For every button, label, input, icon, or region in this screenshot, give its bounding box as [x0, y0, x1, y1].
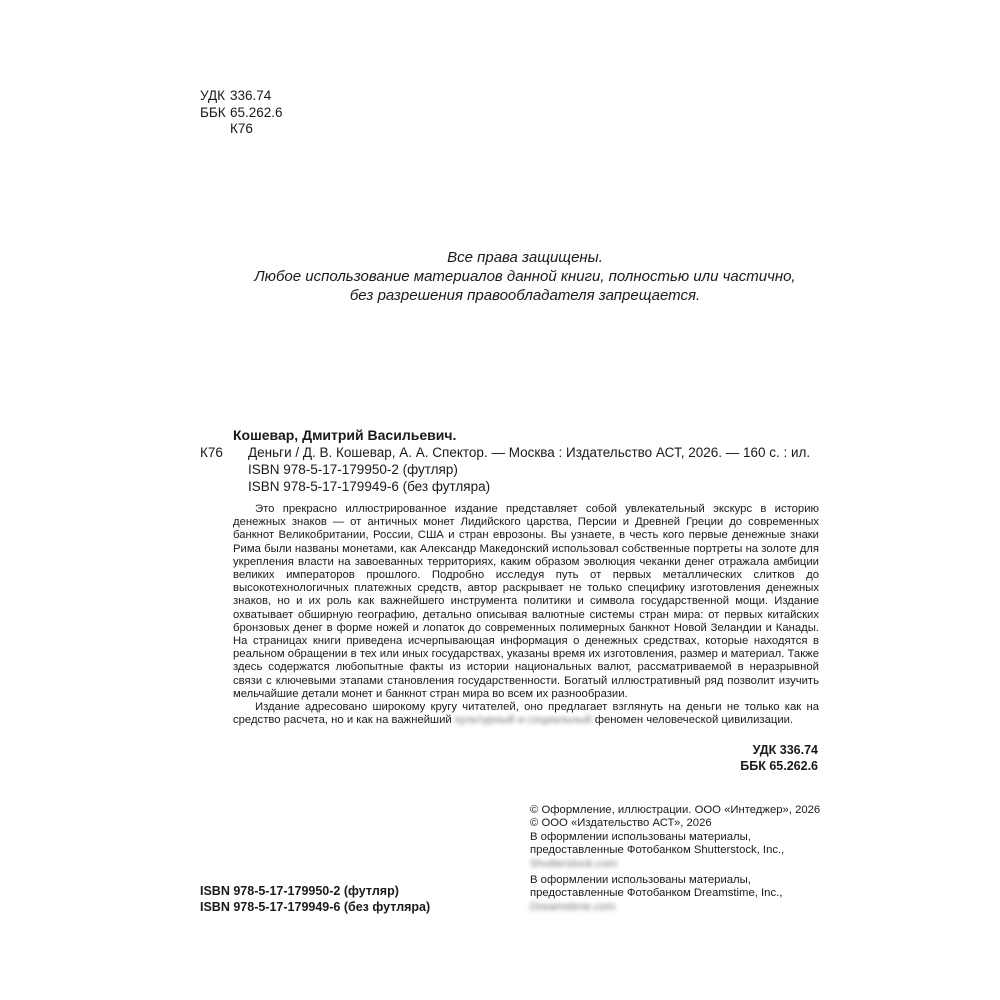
abstract-paragraph: [233, 701, 819, 727]
classification-codes: [200, 88, 283, 138]
code-label: УДК: [200, 88, 225, 103]
abstract-text: Издание адресовано широкому кругу читателей, оно предлагает взглянуть на деньги не только как на средство расчета, но и как на важнейший: [233, 701, 819, 727]
abstract-paragraph: Это прекрасно иллюстрированное издание представляет собой увлекательный экскурс в историю денежных знаков — от античных монет Лидийского царства, Персии и Древней Греции до современных банкнот Великобритании, России, США и стран еврозоны. Вы узнаете, в честь кого первые денежные знаки Рима были названы монетами, как Александр Македонский использовал собственные портреты на золоте для укрепления власти на завоеванных территориях, каким образом эволюция чеканки денег отражала амбиции великих императоров прошлого. Подробно исследуя путь от первых металлических слитков до высокотехнологичных платежных средств, автор раскрывает не только специфику изготовления денежных знаков, но и их роль как важнейшего инструмента политики и символа государственной мощи. Издание охватывает обширную географию, детально описывая валютные системы стран мира: от первых китайских бронзовых денег в форме ножей и лопаток до современных полимерных банкнот Новой Зеландии и Канады. На страницах книги приведена исчерпывающая информация о денежных средствах, которые находятся в реальном обращении в тех или иных государствах, указаны время их изготовления, размер и материал. Также здесь содержатся любопытные факты из истории национальных валют, рассматриваемой в неразрывной связи с ключевыми этапами становления государственности. Богатый иллюстративный ряд позволит изучить мельчайшие детали монет и банкнот стран мира во всем их разнообразии.: [233, 503, 819, 700]
author-sign-row: [200, 121, 283, 138]
code-value: К76: [230, 121, 253, 136]
blurred-credit: Shutterstock.com: [530, 857, 618, 870]
blurred-text: культурный и социальный: [454, 714, 592, 727]
code-value: 336.74: [230, 88, 272, 103]
udk-code: УДК 336.74: [752, 743, 818, 757]
abstract: [233, 503, 819, 727]
isbn-line: ISBN 978-5-17-179949-6 (без футляра): [248, 479, 491, 494]
isbn-line: ISBN 978-5-17-179950-2 (футляр): [200, 884, 399, 898]
credit-line: В оформлении использованы материалы,: [530, 830, 751, 843]
author-heading: Кошевар, Дмитрий Васильевич.: [233, 427, 457, 443]
code-value: 65.262.6: [230, 104, 283, 120]
udk-row: [200, 88, 283, 105]
copyright-block: [530, 804, 830, 914]
rights-notice: [200, 248, 850, 305]
rights-line: Любое использование материалов данной книги, полностью или частично,: [254, 268, 796, 285]
bbk-row: [200, 105, 283, 122]
index-code: К76: [200, 445, 223, 460]
bottom-classification-codes: [660, 742, 818, 774]
credit-line: предоставленные Фотобанком Dreamstime, Inc.,: [530, 887, 783, 900]
code-label: [200, 121, 230, 138]
isbn-block: [200, 884, 430, 915]
abstract-text: феномен человеческой цивилизации.: [591, 714, 794, 727]
credit-line: предоставленные Фотобанком Shutterstock, Inc.,: [530, 844, 785, 857]
copyright-line: © ООО «Издательство АСТ», 2026: [530, 817, 712, 830]
isbn-line: ISBN 978-5-17-179950-2 (футляр): [248, 462, 458, 477]
bib-line: Деньги / Д. В. Кошевар, А. А. Спектор. — Москва : Издательство АСТ, 2026. — 160 с. : ил.: [248, 445, 811, 460]
credit-line: В оформлении использованы материалы,: [530, 874, 751, 887]
isbn-line: ISBN 978-5-17-179949-6 (без футляра): [200, 899, 431, 914]
code-label: ББК: [200, 104, 226, 120]
blurred-credit: Dreamstime.com: [530, 900, 616, 913]
rights-line: без разрешения правообладателя запрещается.: [349, 287, 701, 304]
copyright-line: © Оформление, иллюстрации. ООО «Интеджер», 2026: [530, 804, 821, 816]
bibliographic-record: [248, 444, 810, 495]
bbk-code: ББК 65.262.6: [740, 759, 818, 773]
rights-line: Все права защищены.: [447, 249, 603, 266]
